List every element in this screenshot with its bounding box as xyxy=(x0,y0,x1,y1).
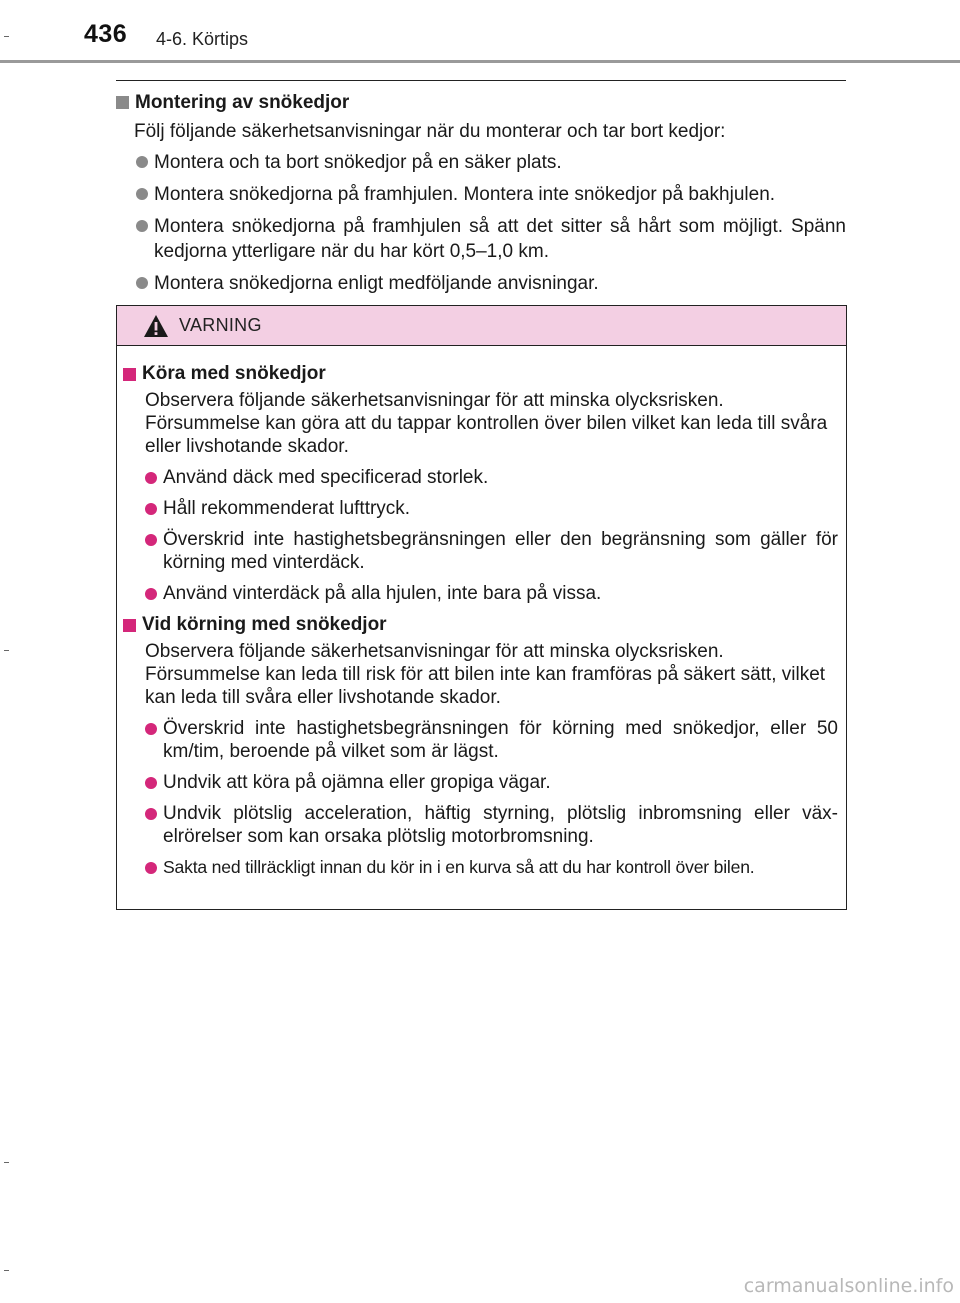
list-item-text: Montera snökedjorna enligt medföljande anvisningar. xyxy=(154,273,599,294)
warning-section-intro: Observera följande säkerhetsanvisningar för att minska olycksrisken. Försummelse kan göra att du tappar kontrollen över bilen vilket kan leda till svåra eller livshotande skador. xyxy=(145,390,828,457)
page-header xyxy=(0,0,960,64)
list-item-text: Sakta ned tillräckligt innan du kör in i en kurva så att du har kontroll över bilen. xyxy=(163,857,755,877)
list-item xyxy=(123,497,838,520)
circle-bullet-icon xyxy=(145,534,157,546)
list-item xyxy=(123,771,838,794)
list-item-text: Överskrid inte hastighetsbegränsningen eller den begränsning som gäller för körning med vinterdäck. xyxy=(163,529,838,573)
list-item xyxy=(123,528,838,574)
crop-mark xyxy=(4,36,9,37)
circle-bullet-icon xyxy=(136,156,148,168)
list-item-text: Använd däck med specificerad storlek. xyxy=(163,467,489,488)
circle-bullet-icon xyxy=(145,862,157,874)
warning-section-heading xyxy=(123,362,838,385)
warning-triangle-icon xyxy=(143,314,169,338)
list-item-text: Håll rekommenderat lufttryck. xyxy=(163,498,411,519)
warning-section-intro: Observera följande säkerhetsanvisningar för att minska olycksrisken. Försummelse kan leda till risk för att bilen inte kan framföras på säkert sätt, vilket kan leda till svåra eller livshotande skador. xyxy=(145,641,826,708)
list-item-text: Montera och ta bort snökedjor på en säker plats. xyxy=(154,152,562,173)
list-item xyxy=(123,582,838,605)
list-item-text: Montera snökedjorna på framhjulen. Montera inte snökedjor på bakhjulen. xyxy=(154,184,776,205)
warning-section-heading xyxy=(123,613,838,636)
header-divider xyxy=(0,60,960,63)
list-item xyxy=(116,150,846,175)
list-item-text: Montera snökedjorna på framhjulen så att det sitter så hårt som möjligt. Spänn kedjorna ytterligare när du har kört 0,5–1,0 km. xyxy=(154,216,846,262)
list-item-text: Undvik plötslig acceleration, häftig styrning, plötslig inbromsning eller väx-elrörelser som kan orsaka plötslig motorbromsning. xyxy=(163,803,838,847)
warning-section-title: Vid körning med snökedjor xyxy=(142,614,387,635)
square-bullet-icon xyxy=(116,96,129,109)
circle-bullet-icon xyxy=(145,777,157,789)
crop-mark xyxy=(4,1162,9,1163)
list-item-text: Undvik att köra på ojämna eller gropiga vägar. xyxy=(163,772,551,793)
warning-body xyxy=(117,346,846,879)
list-item-text: Överskrid inte hastighetsbegränsningen för körning med snökedjor, eller 50 km/tim, beroende på vilket som är lägst. xyxy=(163,718,838,762)
square-bullet-icon xyxy=(123,619,136,632)
circle-bullet-icon xyxy=(136,220,148,232)
mounting-intro: Följ följande säkerhetsanvisningar när du monterar och tar bort kedjor: xyxy=(134,121,726,142)
list-item xyxy=(123,466,838,489)
circle-bullet-icon xyxy=(145,472,157,484)
mounting-section xyxy=(116,90,846,303)
crop-mark xyxy=(4,650,9,651)
list-item xyxy=(123,802,838,848)
warning-box xyxy=(116,305,847,910)
crop-mark xyxy=(4,1270,9,1271)
list-item xyxy=(116,271,846,296)
page-number: 436 xyxy=(84,20,128,48)
list-item xyxy=(123,717,838,763)
section-title: 4-6. Körtips xyxy=(156,29,249,49)
square-bullet-icon xyxy=(123,368,136,381)
circle-bullet-icon xyxy=(145,808,157,820)
list-item xyxy=(116,214,846,264)
circle-bullet-icon xyxy=(136,277,148,289)
mounting-title: Montering av snökedjor xyxy=(135,92,350,113)
watermark: carmanualsonline.info xyxy=(743,1275,954,1297)
content-top-rule xyxy=(116,80,846,81)
warning-header xyxy=(117,306,846,346)
warning-section-title: Köra med snökedjor xyxy=(142,363,326,384)
list-item xyxy=(123,856,838,879)
list-item xyxy=(116,182,846,207)
warning-label: VARNING xyxy=(179,315,262,335)
circle-bullet-icon xyxy=(136,188,148,200)
circle-bullet-icon xyxy=(145,723,157,735)
mounting-heading xyxy=(116,90,846,115)
circle-bullet-icon xyxy=(145,588,157,600)
list-item-text: Använd vinterdäck på alla hjulen, inte bara på vissa. xyxy=(163,583,602,604)
circle-bullet-icon xyxy=(145,503,157,515)
